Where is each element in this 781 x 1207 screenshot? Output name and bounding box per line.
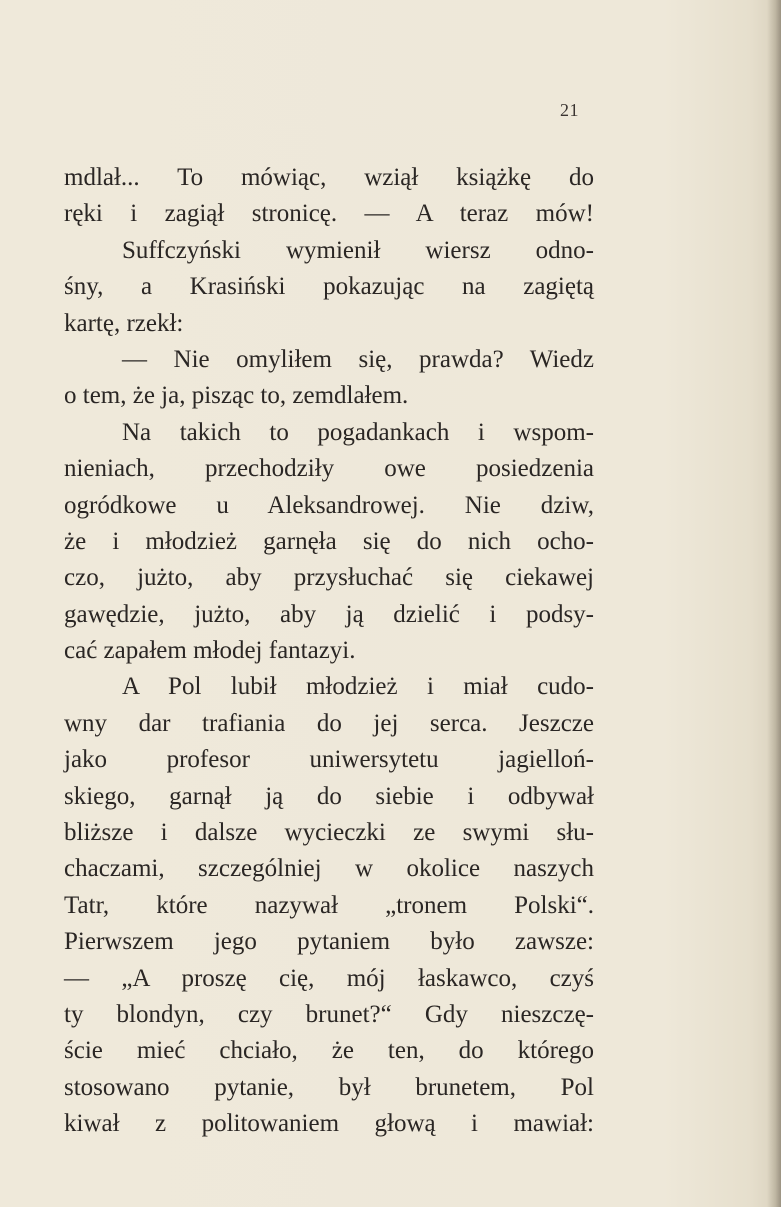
text-line: nieniach, przechodziły owe posiedzenia <box>64 455 594 483</box>
text-line: kartę, rzekł: <box>64 309 184 337</box>
text-line: — „A proszę cię, mój łaskawco, czyś <box>64 964 594 992</box>
text-line: A Pol lubił młodzież i miał cudo- <box>122 673 594 701</box>
text-line: — Nie omyliłem się, prawda? Wiedz <box>122 345 594 373</box>
text-line: Tatr, które nazywał „tronem Polski“. <box>64 891 594 919</box>
text-line: czo, jużto, aby przysłuchać się ciekawej <box>64 564 594 592</box>
text-line: gawędzie, jużto, aby ją dzielić i podsy- <box>64 600 594 628</box>
page-number: 21 <box>560 100 579 120</box>
text-line: Pierwszem jego pytaniem było zawsze: <box>64 928 594 956</box>
text-line: cać zapałem młodej fantazyi. <box>64 637 356 665</box>
text-line: Suffczyński wymienił wiersz odno- <box>122 236 594 264</box>
text-line: śny, a Krasiński pokazując na zagiętą <box>64 273 594 301</box>
text-line: bliższe i dalsze wycieczki ze swymi słu- <box>64 819 594 847</box>
text-line: Na takich to pogadankach i wspom- <box>122 418 594 446</box>
text-line: mdlał... To mówiąc, wziął książkę do <box>64 164 594 191</box>
text-line: o tem, że ja, pisząc to, zemdlałem. <box>64 382 409 410</box>
text-line: ście mieć chciało, że ten, do którego <box>64 1037 594 1065</box>
text-line: wny dar trafiania do jej serca. Jeszcze <box>64 709 594 737</box>
text-line: ty blondyn, czy brunet?“ Gdy nieszczę- <box>64 1000 594 1028</box>
text-line: że i młodzież garnęła się do nich ocho- <box>64 527 594 555</box>
text-line: ręki i zagiął stronicę. — A teraz mów! <box>64 200 594 228</box>
text-line: stosowano pytanie, był brunetem, Pol <box>64 1073 594 1101</box>
text-line: jako profesor uniwersytetu jagielloń- <box>64 746 594 774</box>
text-line: kiwał z politowaniem głową i mawiał: <box>64 1110 594 1138</box>
text-line: skiego, garnął ją do siebie i odbywał <box>64 782 594 810</box>
page-edge-shadow <box>767 0 781 1207</box>
body-text <box>64 160 594 1143</box>
text-line: ogródkowe u Aleksandrowej. Nie dziw, <box>64 491 594 519</box>
text-line: chaczami, szczególniej w okolice naszych <box>64 855 594 883</box>
